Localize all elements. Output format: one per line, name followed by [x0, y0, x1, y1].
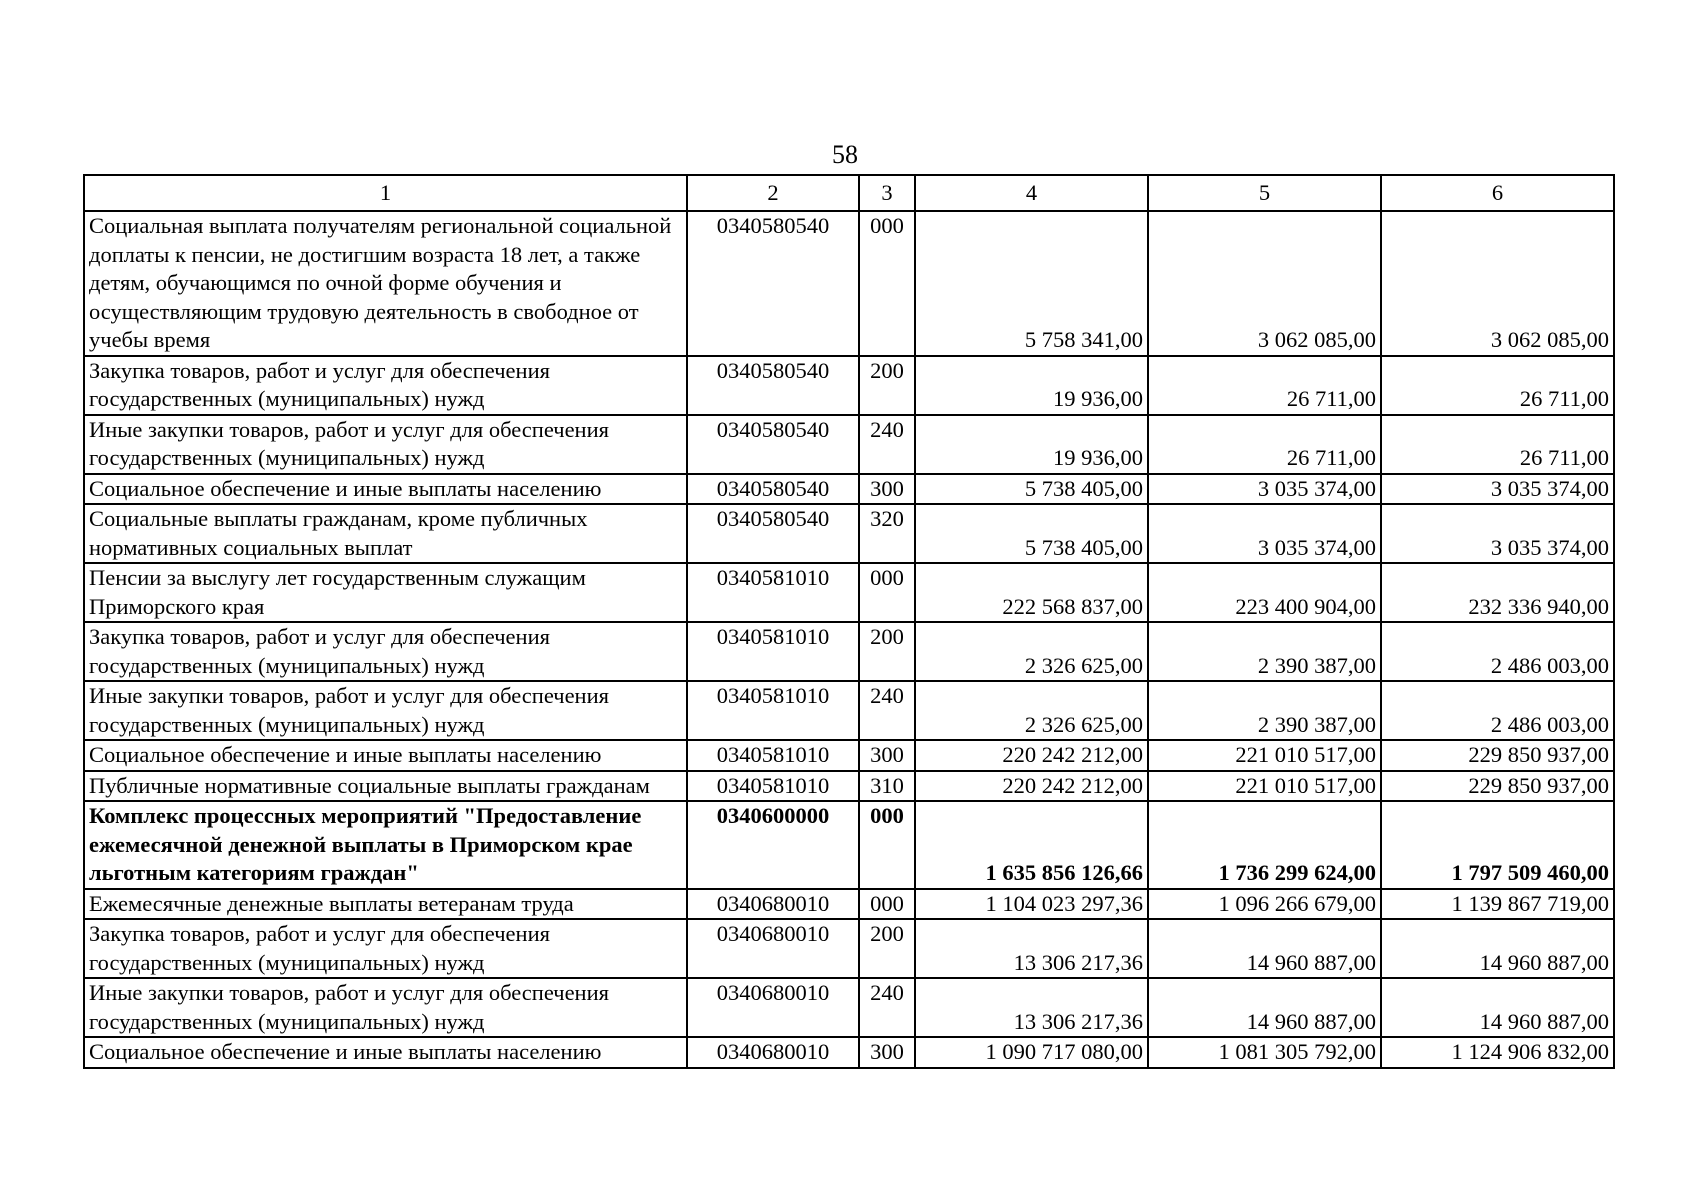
row-type-cell: 000 [859, 801, 915, 889]
row-value-col4: 19 936,00 [915, 415, 1148, 474]
row-value-col6: 232 336 940,00 [1381, 563, 1614, 622]
row-value-col6: 1 797 509 460,00 [1381, 801, 1614, 889]
row-value-col4: 5 738 405,00 [915, 474, 1148, 505]
row-code-cell: 0340581010 [687, 771, 859, 802]
table-body [84, 175, 1614, 1068]
row-value-col4: 5 738 405,00 [915, 504, 1148, 563]
row-name-cell: Закупка товаров, работ и услуг для обеспечения государственных (муниципальных) нужд [84, 622, 687, 681]
row-value-col6: 1 139 867 719,00 [1381, 889, 1614, 920]
table-row [84, 356, 1614, 415]
row-value-col4: 13 306 217,36 [915, 978, 1148, 1037]
table-row [84, 681, 1614, 740]
table-row [84, 740, 1614, 771]
header-cell: 4 [915, 175, 1148, 211]
table-header-row [84, 175, 1614, 211]
row-name-cell: Закупка товаров, работ и услуг для обеспечения государственных (муниципальных) нужд [84, 919, 687, 978]
row-value-col5: 26 711,00 [1148, 356, 1381, 415]
row-value-col5: 221 010 517,00 [1148, 771, 1381, 802]
table-row [84, 919, 1614, 978]
row-value-col4: 1 090 717 080,00 [915, 1037, 1148, 1068]
row-code-cell: 0340680010 [687, 978, 859, 1037]
row-value-col6: 229 850 937,00 [1381, 740, 1614, 771]
row-type-cell: 000 [859, 211, 915, 356]
row-type-cell: 000 [859, 889, 915, 920]
row-value-col6: 2 486 003,00 [1381, 681, 1614, 740]
table-row [84, 504, 1614, 563]
table-row [84, 622, 1614, 681]
row-value-col5: 223 400 904,00 [1148, 563, 1381, 622]
row-code-cell: 0340580540 [687, 356, 859, 415]
row-code-cell: 0340581010 [687, 740, 859, 771]
row-code-cell: 0340600000 [687, 801, 859, 889]
page-number: 58 [832, 140, 858, 169]
row-value-col6: 26 711,00 [1381, 415, 1614, 474]
row-value-col5: 3 035 374,00 [1148, 504, 1381, 563]
row-type-cell: 300 [859, 474, 915, 505]
row-value-col5: 1 081 305 792,00 [1148, 1037, 1381, 1068]
row-type-cell: 200 [859, 919, 915, 978]
table-row [84, 563, 1614, 622]
table-row [84, 474, 1614, 505]
row-code-cell: 0340581010 [687, 563, 859, 622]
row-value-col6: 1 124 906 832,00 [1381, 1037, 1614, 1068]
row-type-cell: 240 [859, 978, 915, 1037]
row-code-cell: 0340680010 [687, 1037, 859, 1068]
row-value-col6: 26 711,00 [1381, 356, 1614, 415]
header-cell: 1 [84, 175, 687, 211]
table-row [84, 889, 1614, 920]
row-name-cell: Социальное обеспечение и иные выплаты населению [84, 1037, 687, 1068]
table-row [84, 415, 1614, 474]
row-code-cell: 0340580540 [687, 211, 859, 356]
row-name-cell: Комплекс процессных мероприятий "Предоставление ежемесячной денежной выплаты в Приморском крае льготным категориям граждан" [84, 801, 687, 889]
row-name-cell: Социальное обеспечение и иные выплаты населению [84, 474, 687, 505]
row-type-cell: 200 [859, 356, 915, 415]
row-value-col5: 3 035 374,00 [1148, 474, 1381, 505]
header-cell: 2 [687, 175, 859, 211]
row-name-cell: Социальные выплаты гражданам, кроме публичных нормативных социальных выплат [84, 504, 687, 563]
row-type-cell: 320 [859, 504, 915, 563]
row-value-col4: 222 568 837,00 [915, 563, 1148, 622]
row-code-cell: 0340680010 [687, 889, 859, 920]
row-value-col4: 5 758 341,00 [915, 211, 1148, 356]
row-type-cell: 000 [859, 563, 915, 622]
row-value-col4: 220 242 212,00 [915, 740, 1148, 771]
row-value-col4: 13 306 217,36 [915, 919, 1148, 978]
row-type-cell: 240 [859, 681, 915, 740]
row-value-col5: 1 736 299 624,00 [1148, 801, 1381, 889]
row-value-col6: 229 850 937,00 [1381, 771, 1614, 802]
table-row [84, 801, 1614, 889]
row-value-col4: 1 635 856 126,66 [915, 801, 1148, 889]
row-type-cell: 300 [859, 1037, 915, 1068]
row-value-col4: 220 242 212,00 [915, 771, 1148, 802]
row-value-col6: 3 035 374,00 [1381, 504, 1614, 563]
table-row [84, 211, 1614, 356]
row-value-col5: 2 390 387,00 [1148, 681, 1381, 740]
row-value-col6: 3 062 085,00 [1381, 211, 1614, 356]
row-code-cell: 0340581010 [687, 622, 859, 681]
row-value-col5: 2 390 387,00 [1148, 622, 1381, 681]
row-value-col6: 14 960 887,00 [1381, 919, 1614, 978]
row-code-cell: 0340580540 [687, 415, 859, 474]
row-value-col5: 3 062 085,00 [1148, 211, 1381, 356]
row-value-col5: 14 960 887,00 [1148, 978, 1381, 1037]
row-name-cell: Иные закупки товаров, работ и услуг для обеспечения государственных (муниципальных) нужд [84, 415, 687, 474]
row-value-col6: 14 960 887,00 [1381, 978, 1614, 1037]
row-name-cell: Иные закупки товаров, работ и услуг для обеспечения государственных (муниципальных) нужд [84, 681, 687, 740]
budget-table [83, 174, 1615, 1069]
row-value-col5: 26 711,00 [1148, 415, 1381, 474]
row-name-cell: Закупка товаров, работ и услуг для обеспечения государственных (муниципальных) нужд [84, 356, 687, 415]
header-cell: 5 [1148, 175, 1381, 211]
row-value-col5: 221 010 517,00 [1148, 740, 1381, 771]
row-value-col5: 1 096 266 679,00 [1148, 889, 1381, 920]
row-value-col6: 3 035 374,00 [1381, 474, 1614, 505]
row-name-cell: Иные закупки товаров, работ и услуг для обеспечения государственных (муниципальных) нужд [84, 978, 687, 1037]
row-name-cell: Публичные нормативные социальные выплаты гражданам [84, 771, 687, 802]
row-code-cell: 0340581010 [687, 681, 859, 740]
row-name-cell: Социальная выплата получателям региональной социальной доплаты к пенсии, не достигшим возраста 18 лет, а также детям, обучающимся по очной форме обучения и осуществляющим трудовую деятельность в свободное от учебы время [84, 211, 687, 356]
row-value-col6: 2 486 003,00 [1381, 622, 1614, 681]
row-name-cell: Пенсии за выслугу лет государственным служащим Приморского края [84, 563, 687, 622]
row-type-cell: 200 [859, 622, 915, 681]
row-type-cell: 240 [859, 415, 915, 474]
row-value-col4: 19 936,00 [915, 356, 1148, 415]
table-row [84, 771, 1614, 802]
row-code-cell: 0340680010 [687, 919, 859, 978]
row-value-col4: 1 104 023 297,36 [915, 889, 1148, 920]
row-type-cell: 310 [859, 771, 915, 802]
header-cell: 3 [859, 175, 915, 211]
table-row [84, 1037, 1614, 1068]
row-name-cell: Социальное обеспечение и иные выплаты населению [84, 740, 687, 771]
header-cell: 6 [1381, 175, 1614, 211]
row-code-cell: 0340580540 [687, 474, 859, 505]
row-value-col5: 14 960 887,00 [1148, 919, 1381, 978]
row-value-col4: 2 326 625,00 [915, 681, 1148, 740]
row-name-cell: Ежемесячные денежные выплаты ветеранам труда [84, 889, 687, 920]
row-value-col4: 2 326 625,00 [915, 622, 1148, 681]
row-type-cell: 300 [859, 740, 915, 771]
row-code-cell: 0340580540 [687, 504, 859, 563]
table-row [84, 978, 1614, 1037]
